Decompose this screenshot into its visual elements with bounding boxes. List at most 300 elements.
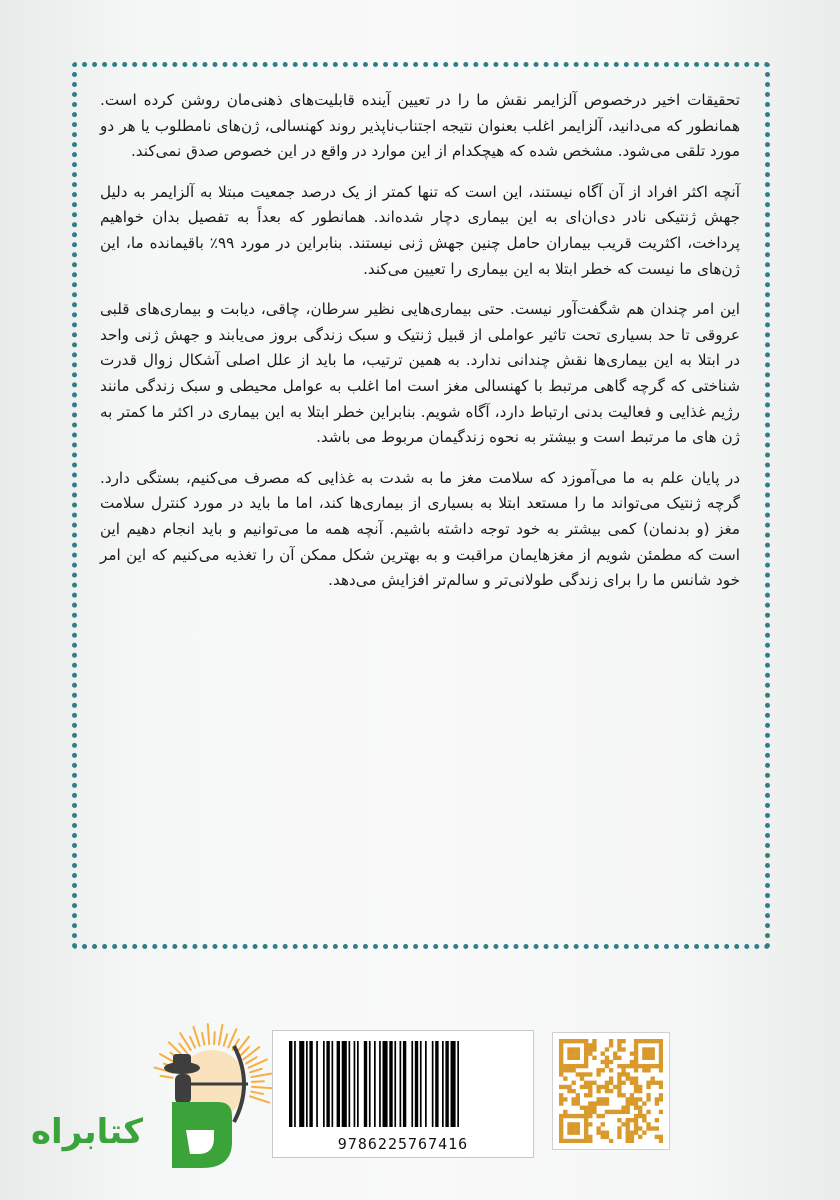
qr-module bbox=[646, 1051, 650, 1055]
qr-module bbox=[634, 1060, 638, 1064]
qr-module bbox=[634, 1097, 638, 1101]
qr-module bbox=[613, 1110, 617, 1114]
barcode-bar bbox=[451, 1041, 456, 1127]
qr-module bbox=[559, 1068, 563, 1072]
qr-module bbox=[634, 1106, 638, 1110]
qr-module bbox=[588, 1101, 592, 1105]
qr-module bbox=[596, 1114, 600, 1118]
qr-module bbox=[559, 1085, 563, 1089]
barcode-bar bbox=[420, 1041, 422, 1127]
qr-module bbox=[651, 1051, 655, 1055]
qr-module bbox=[655, 1135, 659, 1139]
qr-code bbox=[552, 1032, 670, 1150]
qr-module bbox=[621, 1093, 625, 1097]
qr-module bbox=[588, 1081, 592, 1085]
qr-module bbox=[584, 1051, 588, 1055]
qr-module bbox=[563, 1039, 567, 1043]
qr-module bbox=[646, 1122, 650, 1126]
barcode-bar bbox=[354, 1041, 356, 1127]
qr-module bbox=[642, 1114, 646, 1118]
qr-module bbox=[634, 1101, 638, 1105]
qr-module bbox=[613, 1056, 617, 1060]
qr-module bbox=[646, 1039, 650, 1043]
barcode-bar bbox=[337, 1041, 340, 1127]
qr-module bbox=[592, 1106, 596, 1110]
qr-module bbox=[605, 1047, 609, 1051]
qr-module bbox=[638, 1039, 642, 1043]
qr-module bbox=[634, 1068, 638, 1072]
qr-module bbox=[626, 1076, 630, 1080]
barcode-bar bbox=[403, 1041, 406, 1127]
qr-module bbox=[609, 1139, 613, 1143]
barcode-bar bbox=[457, 1041, 459, 1127]
barcode-bar bbox=[342, 1041, 347, 1127]
qr-module bbox=[646, 1056, 650, 1060]
qr-module bbox=[584, 1118, 588, 1122]
qr-module bbox=[621, 1072, 625, 1076]
qr-module bbox=[596, 1101, 600, 1105]
qr-module bbox=[584, 1056, 588, 1060]
qr-module bbox=[605, 1131, 609, 1135]
qr-module bbox=[576, 1039, 580, 1043]
qr-module bbox=[609, 1039, 613, 1043]
barcode-bar bbox=[415, 1041, 418, 1127]
sun-ray bbox=[193, 1027, 199, 1046]
qr-module bbox=[576, 1097, 580, 1101]
qr-module bbox=[567, 1089, 571, 1093]
qr-module bbox=[609, 1081, 613, 1085]
qr-module bbox=[563, 1114, 567, 1118]
qr-module bbox=[588, 1135, 592, 1139]
qr-module bbox=[626, 1131, 630, 1135]
qr-module bbox=[584, 1135, 588, 1139]
qr-module bbox=[559, 1072, 563, 1076]
qr-module bbox=[592, 1039, 596, 1043]
qr-module bbox=[584, 1110, 588, 1114]
qr-module bbox=[634, 1064, 638, 1068]
qr-module bbox=[559, 1101, 563, 1105]
qr-module bbox=[626, 1122, 630, 1126]
qr-code-icon bbox=[559, 1039, 663, 1143]
qr-module bbox=[563, 1139, 567, 1143]
paragraph-4: در پایان علم به ما می‌آموزد که سلامت مغز ما به شدت به غذایی که مصرف می‌کنیم، بستگی دارد. گرچه ژنتیک می‌تواند ما را مستعد ابتلا به بسیاری از بیماری‌ها کند، اما ما باید در مورد کنترل سلامت مغز (و بدنمان) کمی بیشتر به خود توجه داشته باشیم. آنچه همه ما می‌توانیم و باید انجام دهیم این است که مطمئن شویم از مغزهایمان مراقبت و به بهترین شکل ممکن آن را تغذیه می‌کنیم که این امر خود شانس ما را برای زندگی طولانی‌تر و سالم‌تر افزایش می‌دهد. bbox=[100, 468, 740, 590]
qr-module bbox=[626, 1101, 630, 1105]
barcode-bar bbox=[332, 1041, 334, 1127]
qr-module bbox=[559, 1118, 563, 1122]
barcode-bar bbox=[400, 1041, 402, 1127]
qr-module bbox=[617, 1043, 621, 1047]
qr-module bbox=[571, 1097, 575, 1101]
barcode-bar bbox=[411, 1041, 413, 1127]
qr-module bbox=[634, 1076, 638, 1080]
qr-module bbox=[596, 1068, 600, 1072]
qr-module bbox=[617, 1072, 621, 1076]
qr-module bbox=[642, 1064, 646, 1068]
qr-module bbox=[659, 1097, 663, 1101]
qr-module bbox=[559, 1060, 563, 1064]
qr-module bbox=[605, 1085, 609, 1089]
qr-module bbox=[621, 1081, 625, 1085]
qr-module bbox=[563, 1064, 567, 1068]
qr-module bbox=[559, 1056, 563, 1060]
barcode-bar bbox=[349, 1041, 351, 1127]
qr-module bbox=[634, 1089, 638, 1093]
qr-module bbox=[621, 1064, 625, 1068]
qr-module bbox=[559, 1051, 563, 1055]
qr-module bbox=[655, 1101, 659, 1105]
qr-module bbox=[617, 1056, 621, 1060]
qr-module bbox=[567, 1126, 571, 1130]
barcode-bar bbox=[364, 1041, 367, 1127]
qr-module bbox=[584, 1047, 588, 1051]
qr-module bbox=[638, 1085, 642, 1089]
sun-ray bbox=[161, 1076, 173, 1078]
qr-module bbox=[559, 1064, 563, 1068]
brand-name: کتابراه bbox=[30, 1112, 144, 1152]
qr-module bbox=[588, 1043, 592, 1047]
qr-module bbox=[630, 1131, 634, 1135]
qr-module bbox=[617, 1131, 621, 1135]
paragraph-1: تحقیقات اخیر درخصوص آلزایمر نقش ما را در تعیین آینده قابلیت‌های ذهنی‌مان روشن کرده است. همانطور که می‌دانید، آلزایمر اغلب بعنوان نتیجه اجتناب‌ناپذیر روند کهنسالی، ژن‌های نامطلوب یا هر دو مورد تلقی می‌شود. مشخص شده که هیچکدام از این موارد در واقع در این خصوص صدق نمی‌کند. bbox=[100, 91, 740, 161]
barcode-bar bbox=[316, 1041, 318, 1127]
qr-module bbox=[571, 1081, 575, 1085]
barcode-bar bbox=[309, 1041, 312, 1127]
qr-module bbox=[617, 1126, 621, 1130]
qr-module bbox=[621, 1039, 625, 1043]
qr-module bbox=[559, 1122, 563, 1126]
qr-module bbox=[638, 1106, 642, 1110]
barcode-bar bbox=[326, 1041, 329, 1127]
qr-module bbox=[609, 1076, 613, 1080]
qr-module bbox=[626, 1072, 630, 1076]
qr-module bbox=[588, 1051, 592, 1055]
qr-module bbox=[638, 1089, 642, 1093]
qr-module bbox=[609, 1068, 613, 1072]
qr-module bbox=[596, 1089, 600, 1093]
qr-module bbox=[584, 1064, 588, 1068]
barcode-bar bbox=[294, 1041, 296, 1127]
barcode-bar bbox=[445, 1041, 448, 1127]
qr-module bbox=[655, 1097, 659, 1101]
qr-module bbox=[605, 1064, 609, 1068]
qr-module bbox=[559, 1139, 563, 1143]
barcode-bar bbox=[323, 1041, 325, 1127]
paragraph-3: این امر چندان هم شگفت‌آور نیست. حتی بیماری‌هایی نظیر سرطان، چاقی، دیابت و بیماری‌های قلبی عروقی تا حد بسیاری تحت تاثیر عواملی از قبیل ژنتیک و سبک زندگی بروز می‌یابند و جهش ژنی واحد در ابتلا به این بیماری‌ها نقش چندانی ندارد. به همین ترتیب، ما باید از علل اصلی آشکال زوال قدرت شناختی که گرچه گاهی مرتبط با کهنسالی مغز است اما اغلب به عوامل محیطی و سبک زندگی مانند رژیم غذایی و فعالیت بدنی ارتباط دارد، آگاه شویم. بنابراین خطر ابتلا به این بیماری در اکثر ما کمتر به ژن های ما مرتبط است و بیشتر به نحوه زندگیمان مربوط می باشد. bbox=[100, 300, 740, 447]
sun-ray bbox=[251, 1092, 263, 1094]
qr-module bbox=[588, 1114, 592, 1118]
qr-module bbox=[576, 1139, 580, 1143]
qr-module bbox=[559, 1135, 563, 1139]
qr-module bbox=[571, 1056, 575, 1060]
qr-module bbox=[655, 1039, 659, 1043]
qr-module bbox=[601, 1060, 605, 1064]
barcode-bar bbox=[383, 1041, 388, 1127]
barcode-bar bbox=[374, 1041, 376, 1127]
barcode-bars bbox=[283, 1041, 525, 1127]
sun-ray bbox=[224, 1034, 228, 1045]
qr-module bbox=[659, 1081, 663, 1085]
qr-module bbox=[638, 1064, 642, 1068]
qr-module bbox=[617, 1093, 621, 1097]
qr-module bbox=[580, 1106, 584, 1110]
qr-module bbox=[567, 1114, 571, 1118]
barcode-bar bbox=[299, 1041, 304, 1127]
qr-module bbox=[580, 1076, 584, 1080]
qr-module bbox=[621, 1047, 625, 1051]
qr-module bbox=[609, 1089, 613, 1093]
qr-module bbox=[605, 1056, 609, 1060]
qr-module bbox=[559, 1047, 563, 1051]
qr-module bbox=[630, 1076, 634, 1080]
qr-module bbox=[642, 1056, 646, 1060]
sun-ray bbox=[214, 1032, 215, 1044]
qr-module bbox=[630, 1093, 634, 1097]
qr-module bbox=[601, 1101, 605, 1105]
qr-module bbox=[559, 1097, 563, 1101]
qr-module bbox=[646, 1126, 650, 1130]
sun-ray bbox=[202, 1033, 204, 1045]
qr-module bbox=[634, 1043, 638, 1047]
qr-module bbox=[626, 1118, 630, 1122]
qr-module bbox=[609, 1043, 613, 1047]
qr-module bbox=[567, 1039, 571, 1043]
qr-module bbox=[584, 1081, 588, 1085]
paragraph-2: آنچه اکثر افراد از آن آگاه نیستند، این است که تنها کمتر از یک درصد جمعیت مبتلا به آلزایمر به دلیل جهش ژنتیکی نادر دی‌ان‌ای به این بیماری دچار شده‌اند. همانطور که بعداً به تفصیل بدان خواهیم پرداخت، اکثریت قریب بیماران حامل چنین جهش ژنی نیستند. بنابراین در مورد ۹۹٪ باقیمانده ما، این ژن‌های ما نیست که خطر ابتلا به این بیماری را تعیین می‌کند. bbox=[100, 182, 740, 278]
qr-module bbox=[580, 1085, 584, 1089]
qr-module bbox=[617, 1047, 621, 1051]
qr-module bbox=[626, 1106, 630, 1110]
qr-module bbox=[642, 1051, 646, 1055]
qr-module bbox=[646, 1110, 650, 1114]
qr-module bbox=[559, 1093, 563, 1097]
qr-module bbox=[613, 1051, 617, 1055]
qr-module bbox=[571, 1131, 575, 1135]
qr-module bbox=[584, 1093, 588, 1097]
qr-module bbox=[617, 1081, 621, 1085]
qr-module bbox=[655, 1126, 659, 1130]
qr-module bbox=[617, 1110, 621, 1114]
qr-module bbox=[630, 1060, 634, 1064]
qr-module bbox=[659, 1060, 663, 1064]
qr-module bbox=[659, 1139, 663, 1143]
barcode-bar bbox=[289, 1041, 292, 1127]
qr-module bbox=[567, 1047, 571, 1051]
qr-module bbox=[588, 1047, 592, 1051]
qr-module bbox=[563, 1085, 567, 1089]
qr-module bbox=[634, 1056, 638, 1060]
qr-module bbox=[630, 1064, 634, 1068]
qr-module bbox=[605, 1135, 609, 1139]
isbn-barcode bbox=[272, 1030, 534, 1158]
barcode-bar bbox=[357, 1041, 359, 1127]
qr-module bbox=[571, 1122, 575, 1126]
qr-module bbox=[567, 1085, 571, 1089]
sun-ray bbox=[219, 1025, 222, 1045]
qr-module bbox=[576, 1114, 580, 1118]
qr-module bbox=[584, 1039, 588, 1043]
qr-module bbox=[584, 1060, 588, 1064]
qr-module bbox=[617, 1076, 621, 1080]
qr-module bbox=[646, 1093, 650, 1097]
qr-module bbox=[617, 1118, 621, 1122]
qr-module bbox=[621, 1106, 625, 1110]
qr-module bbox=[638, 1114, 642, 1118]
qr-module bbox=[630, 1097, 634, 1101]
qr-module bbox=[601, 1051, 605, 1055]
qr-module bbox=[659, 1085, 663, 1089]
qr-module bbox=[634, 1122, 638, 1126]
qr-module bbox=[655, 1118, 659, 1122]
sun-ray bbox=[190, 1037, 195, 1048]
qr-module bbox=[559, 1131, 563, 1135]
qr-module bbox=[617, 1089, 621, 1093]
qr-module bbox=[588, 1139, 592, 1143]
qr-module bbox=[626, 1139, 630, 1143]
qr-module bbox=[642, 1068, 646, 1072]
qr-module bbox=[634, 1039, 638, 1043]
sun-ray bbox=[208, 1024, 209, 1044]
barcode-bar bbox=[442, 1041, 444, 1127]
qr-module bbox=[651, 1047, 655, 1051]
barcode-bar bbox=[432, 1041, 434, 1127]
qr-module bbox=[580, 1072, 584, 1076]
qr-module bbox=[630, 1101, 634, 1105]
qr-module bbox=[609, 1110, 613, 1114]
qr-module bbox=[638, 1135, 642, 1139]
qr-module bbox=[659, 1047, 663, 1051]
qr-module bbox=[601, 1122, 605, 1126]
qr-module bbox=[621, 1122, 625, 1126]
sun-ray bbox=[252, 1081, 264, 1082]
qr-module bbox=[617, 1039, 621, 1043]
qr-module bbox=[642, 1039, 646, 1043]
qr-module bbox=[621, 1068, 625, 1072]
qr-module bbox=[596, 1085, 600, 1089]
qr-module bbox=[559, 1114, 563, 1118]
qr-module bbox=[584, 1085, 588, 1089]
qr-module bbox=[592, 1047, 596, 1051]
qr-module bbox=[601, 1131, 605, 1135]
qr-module bbox=[567, 1139, 571, 1143]
qr-module bbox=[646, 1081, 650, 1085]
qr-module bbox=[659, 1068, 663, 1072]
qr-module bbox=[563, 1076, 567, 1080]
qr-module bbox=[634, 1081, 638, 1085]
qr-module bbox=[571, 1126, 575, 1130]
qr-module bbox=[559, 1043, 563, 1047]
qr-module bbox=[567, 1131, 571, 1135]
qr-module bbox=[642, 1047, 646, 1051]
qr-module bbox=[588, 1085, 592, 1089]
qr-module bbox=[626, 1126, 630, 1130]
qr-module bbox=[659, 1051, 663, 1055]
barcode-bar bbox=[394, 1041, 396, 1127]
qr-module bbox=[646, 1047, 650, 1051]
qr-module bbox=[651, 1076, 655, 1080]
qr-module bbox=[630, 1051, 634, 1055]
qr-module bbox=[584, 1072, 588, 1076]
qr-module bbox=[567, 1064, 571, 1068]
green-leaf-icon bbox=[172, 1102, 232, 1168]
barcode-bar bbox=[435, 1041, 438, 1127]
qr-module bbox=[571, 1139, 575, 1143]
qr-module bbox=[580, 1064, 584, 1068]
barcode-bar bbox=[369, 1041, 371, 1127]
qr-module bbox=[601, 1114, 605, 1118]
qr-module bbox=[571, 1051, 575, 1055]
qr-module bbox=[630, 1135, 634, 1139]
qr-module bbox=[605, 1089, 609, 1093]
qr-module bbox=[646, 1068, 650, 1072]
qr-module bbox=[659, 1043, 663, 1047]
sun-ray bbox=[250, 1069, 261, 1073]
isbn-number: 9786225767416 bbox=[337, 1135, 469, 1153]
qr-module bbox=[580, 1039, 584, 1043]
qr-module bbox=[567, 1051, 571, 1055]
qr-module bbox=[605, 1097, 609, 1101]
qr-module bbox=[642, 1101, 646, 1105]
qr-module bbox=[588, 1122, 592, 1126]
qr-module bbox=[588, 1106, 592, 1110]
qr-module bbox=[601, 1085, 605, 1089]
qr-module bbox=[567, 1068, 571, 1072]
qr-module bbox=[580, 1114, 584, 1118]
qr-module bbox=[626, 1064, 630, 1068]
qr-module bbox=[626, 1135, 630, 1139]
qr-module bbox=[634, 1126, 638, 1130]
qr-module bbox=[559, 1039, 563, 1043]
qr-module bbox=[584, 1114, 588, 1118]
qr-module bbox=[651, 1056, 655, 1060]
qr-module bbox=[576, 1131, 580, 1135]
qr-module bbox=[584, 1106, 588, 1110]
qr-module bbox=[634, 1047, 638, 1051]
qr-module bbox=[626, 1110, 630, 1114]
qr-module bbox=[576, 1064, 580, 1068]
qr-module bbox=[605, 1101, 609, 1105]
qr-module bbox=[571, 1064, 575, 1068]
qr-module bbox=[571, 1047, 575, 1051]
sun-ray bbox=[179, 1044, 187, 1053]
qr-module bbox=[659, 1039, 663, 1043]
qr-module bbox=[576, 1047, 580, 1051]
qr-module bbox=[655, 1064, 659, 1068]
qr-module bbox=[655, 1081, 659, 1085]
qr-module bbox=[563, 1097, 567, 1101]
qr-module bbox=[576, 1126, 580, 1130]
qr-module bbox=[638, 1126, 642, 1130]
qr-module bbox=[571, 1101, 575, 1105]
qr-module bbox=[634, 1131, 638, 1135]
qr-module bbox=[592, 1110, 596, 1114]
qr-module bbox=[659, 1135, 663, 1139]
qr-module bbox=[592, 1081, 596, 1085]
qr-module bbox=[659, 1110, 663, 1114]
qr-module bbox=[646, 1064, 650, 1068]
qr-module bbox=[626, 1097, 630, 1101]
qr-module bbox=[601, 1097, 605, 1101]
barcode-bar bbox=[389, 1041, 392, 1127]
qr-module bbox=[601, 1135, 605, 1139]
sun-ray bbox=[246, 1057, 256, 1063]
qr-module bbox=[584, 1043, 588, 1047]
qr-module bbox=[646, 1097, 650, 1101]
qr-module bbox=[634, 1085, 638, 1089]
barcode-bar bbox=[425, 1041, 427, 1127]
qr-module bbox=[609, 1060, 613, 1064]
qr-module bbox=[571, 1068, 575, 1072]
qr-module bbox=[588, 1089, 592, 1093]
